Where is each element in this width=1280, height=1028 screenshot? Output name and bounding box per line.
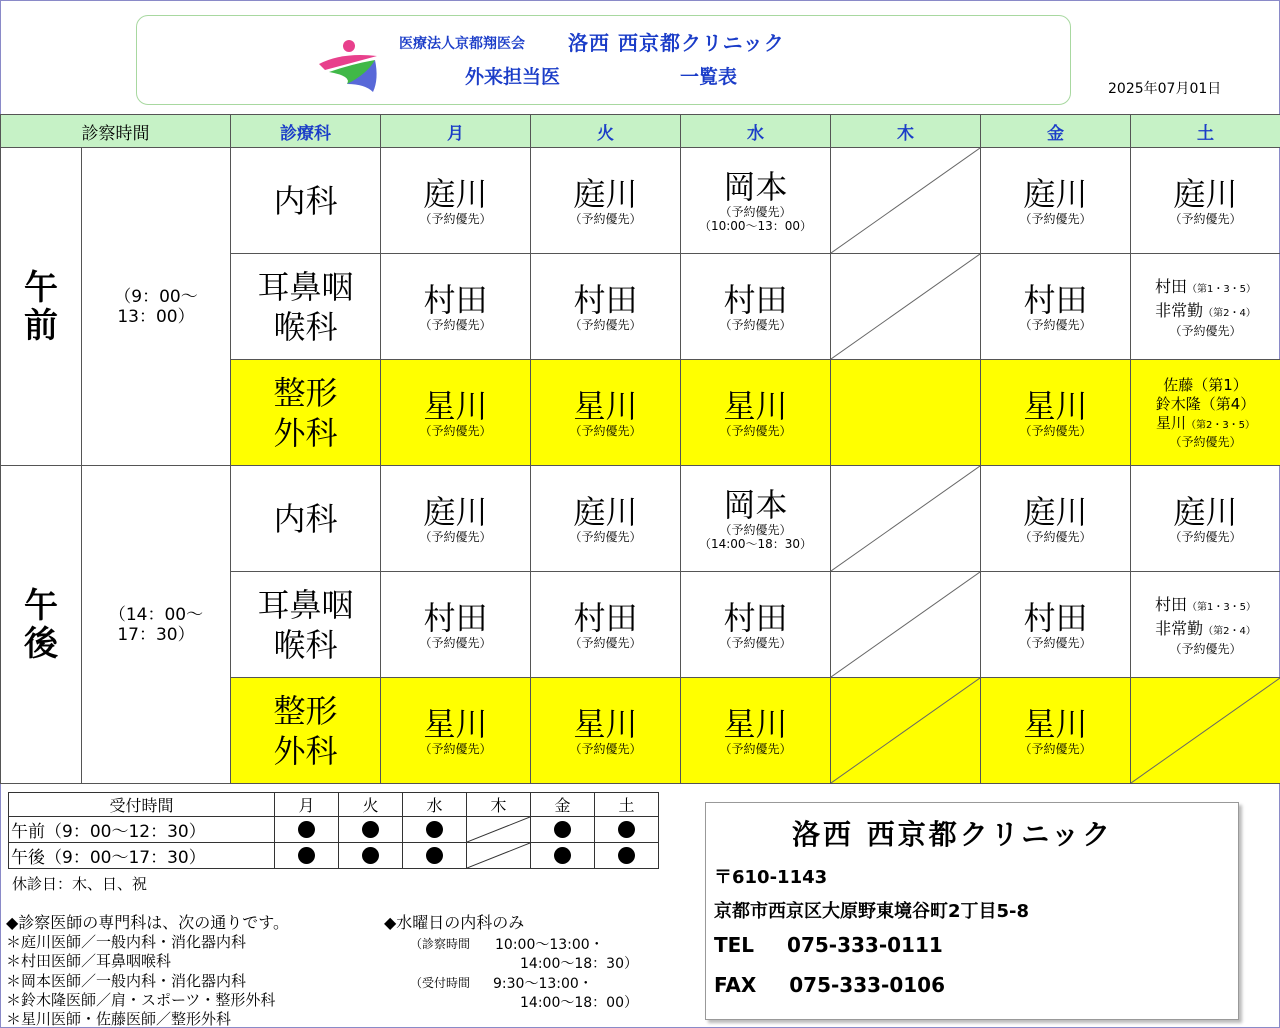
- cell-am-seikei-mon: 星川 （予約優先）: [381, 360, 531, 466]
- cell-pm-jibi-thu: [831, 572, 981, 678]
- cell-pm-seikei-fri: 星川 （予約優先）: [981, 678, 1131, 784]
- tel-number: 075-333-0111: [787, 933, 943, 957]
- open-dot-icon: [618, 847, 635, 864]
- cell-am-seikei-wed: 星川 （予約優先）: [681, 360, 831, 466]
- cell-am-seikei-fri: 星川 （予約優先）: [981, 360, 1131, 466]
- cell-pm-naika-wed: 岡本 （予約優先） （14:00～18：30）: [681, 466, 831, 572]
- subtitle-outpatient: 外来担当医: [465, 66, 561, 88]
- cell-pm-jibi-sat: 村田（第1・3・5） 非常勤（第2・4） （予約優先）: [1131, 572, 1280, 678]
- wed-reception-label: （受付時間: [410, 976, 471, 990]
- header-box: [136, 15, 1071, 105]
- cell-am-jibi-fri: 村田 （予約優先）: [981, 254, 1131, 360]
- wed-consult-label: （診察時間: [410, 937, 471, 951]
- schedule-table: [0, 114, 1280, 784]
- cell-am-jibi-sat: 村田（第1・3・5） 非常勤（第2・4） （予約優先）: [1131, 254, 1280, 360]
- cell-am-naika-thu: [831, 148, 981, 254]
- cell-am-naika-fri: 庭川 （予約優先）: [981, 148, 1131, 254]
- reception-tue: 火: [339, 793, 403, 817]
- reception-head: 受付時間: [9, 793, 275, 817]
- cell-pm-jibi-fri: 村田 （予約優先）: [981, 572, 1131, 678]
- header-fri: 金: [981, 115, 1131, 148]
- table-row: [1, 466, 1280, 572]
- info-address: 京都市西京区大原野東境谷町2丁目5-8: [714, 901, 1030, 922]
- list-item: ＊村田医師／耳鼻咽喉科: [6, 952, 172, 970]
- open-dot-icon: [426, 847, 443, 864]
- cell-am-naika-wed: 岡本 （予約優先） （10:00～13：00）: [681, 148, 831, 254]
- dept-seikei: 整形 外科: [231, 678, 381, 784]
- list-item: ＊岡本医師／一般内科・消化器内科: [6, 972, 247, 990]
- reception-sat: 土: [595, 793, 659, 817]
- header-thu: 木: [831, 115, 981, 148]
- open-dot-icon: [426, 821, 443, 838]
- open-dot-icon: [298, 821, 315, 838]
- reception-fri: 金: [531, 793, 595, 817]
- specialty-heading: ◆診察医師の専門科は、次の通りです。: [6, 913, 290, 932]
- tel-label: TEL: [714, 933, 755, 957]
- cell-pm-naika-fri: 庭川 （予約優先）: [981, 466, 1131, 572]
- cell-am-naika-tue: 庭川 （予約優先）: [531, 148, 681, 254]
- pm-hours: （14：00～ 17：30）: [82, 466, 231, 784]
- reception-table: [8, 792, 659, 869]
- cell-pm-seikei-thu: [831, 678, 981, 784]
- cell-pm-seikei-wed: 星川 （予約優先）: [681, 678, 831, 784]
- clinic-title: 洛西 西京都クリニック: [568, 31, 785, 55]
- table-row: [1, 148, 1280, 254]
- header-dept: 診療科: [231, 115, 381, 148]
- cell-pm-jibi-wed: 村田 （予約優先）: [681, 572, 831, 678]
- list-item: ＊庭川医師／一般内科・消化器内科: [6, 933, 247, 951]
- pm-label: 午後: [1, 466, 82, 784]
- wed-reception-1: 9:30～13:00・: [493, 976, 593, 992]
- open-dot-icon: [298, 847, 315, 864]
- cell-am-jibi-thu: [831, 254, 981, 360]
- wed-reception-2: 14:00～18：00）: [520, 995, 638, 1011]
- cell-am-naika-sat: 庭川 （予約優先）: [1131, 148, 1280, 254]
- open-dot-icon: [554, 821, 571, 838]
- cell-pm-seikei-tue: 星川 （予約優先）: [531, 678, 681, 784]
- issue-date: 2025年07月01日: [1108, 81, 1222, 97]
- header-sat: 土: [1131, 115, 1280, 148]
- reception-pm: 午後（9：00～17：30）: [9, 843, 275, 869]
- list-item: ＊鈴木隆医師／肩・スポーツ・整形外科: [6, 991, 276, 1009]
- open-dot-icon: [554, 847, 571, 864]
- info-clinic-name: 洛西 西京都クリニック: [792, 818, 1114, 851]
- dept-jibi: 耳鼻咽 喉科: [231, 572, 381, 678]
- am-label: 午前: [1, 148, 82, 466]
- fax-number: 075-333-0106: [789, 973, 945, 997]
- cell-pm-naika-mon: 庭川 （予約優先）: [381, 466, 531, 572]
- info-fax: [714, 973, 945, 997]
- cell-pm-naika-tue: 庭川 （予約優先）: [531, 466, 681, 572]
- info-tel: [714, 933, 943, 957]
- reception-am: 午前（9：00～12：30）: [9, 817, 275, 843]
- cell-am-seikei-thu: [831, 360, 981, 466]
- closed-cell: [467, 843, 531, 869]
- cell-pm-jibi-mon: 村田 （予約優先）: [381, 572, 531, 678]
- wed-consult-1: 10:00～13:00・: [495, 937, 604, 953]
- cell-am-naika-mon: 庭川 （予約優先）: [381, 148, 531, 254]
- reception-mon: 月: [275, 793, 339, 817]
- cell-am-seikei-tue: 星川 （予約優先）: [531, 360, 681, 466]
- reception-wed: 水: [403, 793, 467, 817]
- cell-am-jibi-wed: 村田 （予約優先）: [681, 254, 831, 360]
- reception-thu: 木: [467, 793, 531, 817]
- wed-consult-2: 14:00～18：30）: [520, 956, 638, 972]
- closed-days: 休診日：木、日、祝: [12, 875, 148, 893]
- header-time: 診察時間: [1, 115, 231, 148]
- cell-pm-naika-sat: 庭川 （予約優先）: [1131, 466, 1280, 572]
- cell-pm-naika-thu: [831, 466, 981, 572]
- header-wed: 水: [681, 115, 831, 148]
- cell-pm-seikei-sat: [1131, 678, 1280, 784]
- info-zip: 〒610-1143: [714, 867, 828, 888]
- cell-pm-seikei-mon: 星川 （予約優先）: [381, 678, 531, 784]
- list-item: ＊星川医師・佐藤医師／整形外科: [6, 1010, 232, 1028]
- subtitle-list: 一覧表: [680, 66, 738, 88]
- open-dot-icon: [362, 821, 379, 838]
- dept-seikei: 整形 外科: [231, 360, 381, 466]
- dept-naika: 内科: [231, 148, 381, 254]
- clinic-info-box: [705, 802, 1239, 1020]
- cell-am-jibi-mon: 村田 （予約優先）: [381, 254, 531, 360]
- org-name: 医療法人京都翔医会: [399, 36, 525, 52]
- header-mon: 月: [381, 115, 531, 148]
- dept-jibi: 耳鼻咽 喉科: [231, 254, 381, 360]
- cell-pm-jibi-tue: 村田 （予約優先）: [531, 572, 681, 678]
- header-tue: 火: [531, 115, 681, 148]
- dept-naika: 内科: [231, 466, 381, 572]
- cell-am-seikei-sat: 佐藤（第1） 鈴木隆（第4） 星川（第2・3・5） （予約優先）: [1131, 360, 1280, 466]
- wednesday-heading: ◆水曜日の内科のみ: [384, 913, 525, 932]
- am-hours: （9：00～ 13：00）: [82, 148, 231, 466]
- open-dot-icon: [618, 821, 635, 838]
- cell-am-jibi-tue: 村田 （予約優先）: [531, 254, 681, 360]
- fax-label: FAX: [714, 973, 757, 997]
- open-dot-icon: [362, 847, 379, 864]
- closed-cell: [467, 817, 531, 843]
- clinic-logo-icon: [317, 34, 387, 94]
